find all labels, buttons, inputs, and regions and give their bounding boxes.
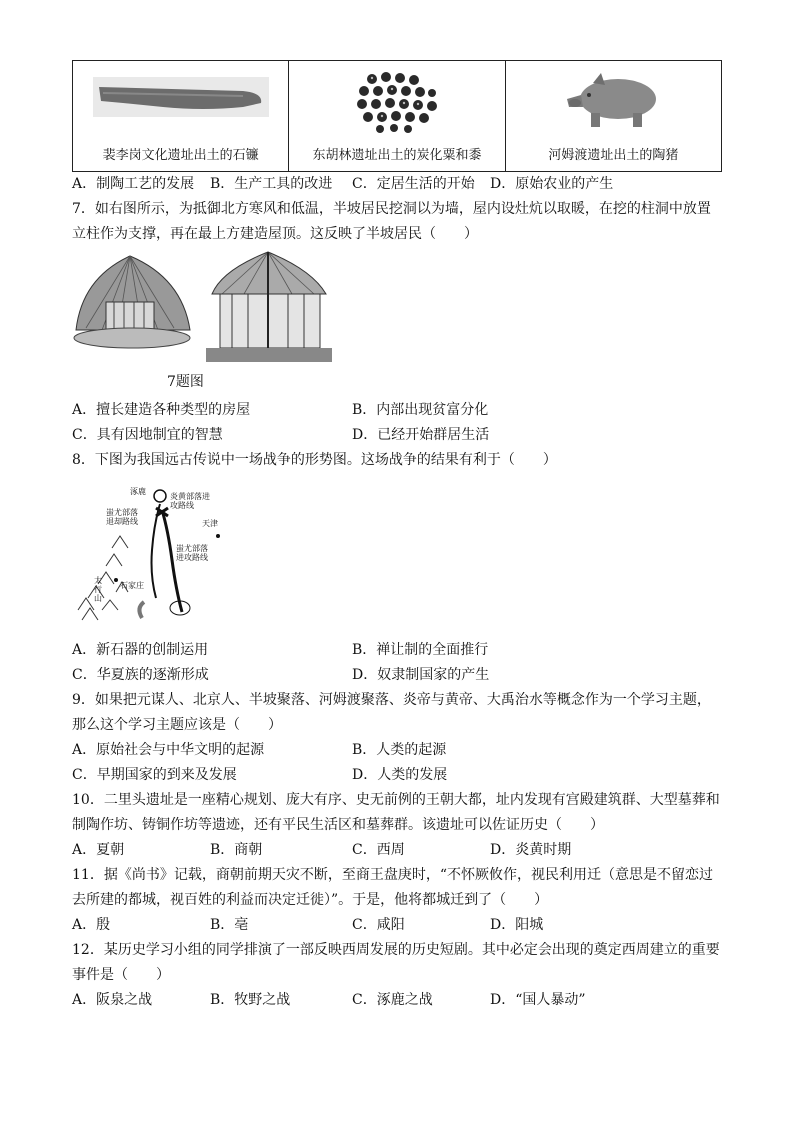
q6-option-a[interactable]: A．制陶工艺的发展 <box>72 176 195 192</box>
artifact-table <box>72 60 722 172</box>
q9-option-d[interactable]: D．人类的发展 <box>352 767 448 783</box>
q10-option-a[interactable]: A．夏朝 <box>72 842 125 858</box>
q9-option-a[interactable]: A．原始社会与中华文明的起源 <box>72 742 265 758</box>
q10-option-b[interactable]: B．商朝 <box>210 842 263 858</box>
q7-option-c[interactable]: C．具有因地制宜的智慧 <box>72 427 223 443</box>
banpo-house-illustration <box>72 250 332 368</box>
q9-stem-line2: 那么这个学习主题应该是（ ） <box>72 717 282 733</box>
q7-stem-line1: 7．如右图所示，为抵御北方寒风和低温，半坡居民挖洞以为墙，屋内设灶炕以取暖，在挖的柱洞中放置 <box>72 201 711 217</box>
map-label-chiyou-attack: 蚩尤部落进攻路线 <box>176 544 208 562</box>
map-label-zhuolu: 涿鹿 <box>130 487 146 496</box>
carbonized-grain-image <box>352 69 442 135</box>
q7-option-b[interactable]: B．内部出现贫富分化 <box>352 402 489 418</box>
artifact-cell-grain <box>289 61 505 172</box>
map-label-chiyou-retreat: 蚩尤部落退却路线 <box>106 508 138 526</box>
map-label-tianjin: 天津 <box>202 519 218 528</box>
q12-stem-line1: 12．某历史学习小组的同学排演了一部反映西周发展的历史短剧。其中必定会出现的奠定西周建立的重要 <box>72 942 720 958</box>
caption-sickle: 裴李岗文化遗址出土的石镰 <box>102 148 259 163</box>
q8-stem: 8．下图为我国远古传说中一场战争的形势图。这场战争的结果有利于（ ） <box>72 452 557 468</box>
q9-stem-line1: 9．如果把元谋人、北京人、半坡聚落、河姆渡聚落、炎帝与黄帝、大禹治水等概念作为一个学习主题， <box>72 692 711 708</box>
q6-option-b[interactable]: B．生产工具的改进 <box>210 176 333 192</box>
q7-option-a[interactable]: A．擅长建造各种类型的房屋 <box>72 402 251 418</box>
q6-option-c[interactable]: C．定居生活的开始 <box>352 176 475 192</box>
q10-stem-line1: 10．二里头遗址是一座精心规划、庞大有序、史无前例的王朝大都，址内发现有宫殿建筑群、大型墓葬和 <box>72 792 720 808</box>
pottery-pig-image <box>563 65 663 131</box>
q11-stem-line1: 11．据《尚书》记载，商朝前期天灾不断，至商王盘庚时，“不怀厥攸作，视民利用迁（意思是不留恋过 <box>72 867 713 883</box>
q8-option-c[interactable]: C．华夏族的逐渐形成 <box>72 667 209 683</box>
artifact-cell-pig <box>505 61 721 172</box>
q10-option-d[interactable]: D．炎黄时期 <box>490 842 572 858</box>
q12-option-d[interactable]: D．“国人暴动” <box>490 992 586 1008</box>
q10-option-c[interactable]: C．西周 <box>352 842 405 858</box>
q12-stem-line2: 事件是（ ） <box>72 967 170 983</box>
q7-figure-caption: 7题图 <box>167 374 204 390</box>
q9-option-c[interactable]: C．早期国家的到来及发展 <box>72 767 237 783</box>
battle-map <box>72 480 232 630</box>
q7-option-d[interactable]: D．已经开始群居生活 <box>352 427 490 443</box>
q11-option-d[interactable]: D．阳城 <box>490 917 544 933</box>
q11-option-a[interactable]: A．殷 <box>72 917 111 933</box>
q8-option-a[interactable]: A．新石器的创制运用 <box>72 642 209 658</box>
stone-sickle-image <box>93 77 269 117</box>
q11-stem-line2: 去所建的都城，视百姓的利益而决定迁徙）”。于是，他将都城迁到了（ ） <box>72 892 549 908</box>
q12-option-a[interactable]: A．阪泉之战 <box>72 992 153 1008</box>
q8-option-b[interactable]: B．禅让制的全面推行 <box>352 642 489 658</box>
q11-option-b[interactable]: B．亳 <box>210 917 249 933</box>
map-label-shijiazhuang: 石家庄 <box>120 581 144 590</box>
q6-option-d[interactable]: D．原始农业的产生 <box>490 176 614 192</box>
q8-option-d[interactable]: D．奴隶制国家的产生 <box>352 667 490 683</box>
map-label-yanhuang-route: 炎黄部落进攻路线 <box>170 492 210 510</box>
caption-grain: 东胡林遗址出土的炭化粟和黍 <box>312 148 482 163</box>
artifact-cell-sickle <box>73 61 289 172</box>
q12-option-b[interactable]: B．牧野之战 <box>210 992 291 1008</box>
q9-option-b[interactable]: B．人类的起源 <box>352 742 447 758</box>
map-label-taihang: 太行山 <box>94 576 102 603</box>
q12-option-c[interactable]: C．涿鹿之战 <box>352 992 433 1008</box>
q10-stem-line2: 制陶作坊、铸铜作坊等遗迹，还有平民生活区和墓葬群。该遗址可以佐证历史（ ） <box>72 817 604 833</box>
q11-option-c[interactable]: C．咸阳 <box>352 917 405 933</box>
caption-pig: 河姆渡遗址出土的陶猪 <box>548 148 679 163</box>
q7-stem-line2: 立柱作为支撑，再在最上方建造屋顶。这反映了半坡居民（ ） <box>72 226 478 242</box>
